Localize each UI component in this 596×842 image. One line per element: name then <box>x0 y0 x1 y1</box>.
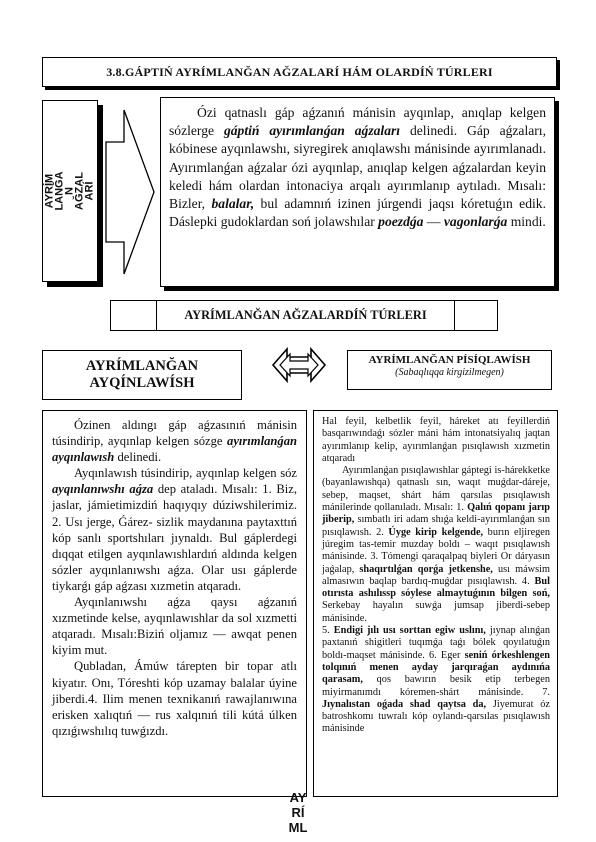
category-right-box <box>347 350 552 390</box>
term-highlight: gáptiń ayırımlanǵan aǵzaları <box>223 123 401 139</box>
section-title <box>42 57 557 87</box>
category-right-subtitle: (Sabaqlıqqa kirgizilmegen) <box>395 367 504 378</box>
right-paragraph: Hal feyil, kelbetlik feyil, háreket atı feyillerdiń basqarıwındaǵı sózler máni hám intonatsiyalıq jaqtan ayırımlanıp kelip, ayırımlanǵan pısıqlawısh xızmetin atqaradı <box>322 416 550 464</box>
example-word: balalar, <box>211 196 255 212</box>
example-word: poezdǵa <box>378 214 424 230</box>
left-column <box>42 410 307 797</box>
types-heading: AYRÍMLANĞAN AĞZALARDÍŃ TÚRLERI <box>157 301 455 330</box>
right-paragraph: 5. Endigi jılı usı sorttan egiw uslını, jıynap alınǵan paxtanıń shigitleri tuqımǵa taǵı bólek qoyılatuǵın boldı-maqset mánisinde. 6. Eger seniń órkeshlengen tolqınıń menen ayday jarqıraǵan aydınıńa qarasam, qos bawırın besik etip terbegen miyirmanımdı kóremen-shárt mánisinde. 7. Jıynalıstan oǵada shad qaytsa da, Jiyemurat óz batroshkomı tuwralı kóp oylandı-qarsılas pısıqlawısh mánisinde <box>322 625 550 735</box>
left-paragraph: Ózinen aldıngı gáp aǵzasınıń mánisin túsindirip, ayqınlap kelgen sózge ayırımlanǵan ayqınlawısh delinedi. <box>52 418 297 465</box>
section-title-text: 3.8.GÁPTIŃ AYRÍMLANĞAN AĞZALARÍ HÁM OLARDÍŃ TÚRLERI <box>106 64 493 79</box>
right-column <box>313 410 558 797</box>
left-paragraph: Ayqınlanıwshı aǵza qaysı aǵzanıń xızmetinde kelse, ayqınlawıshlar da sol xızmetti atqaradı. Mısalı:Biziń oljamız — awqat penen kiyim mut. <box>52 595 297 658</box>
definition-box <box>160 97 555 287</box>
definition-text: Ózi qatnaslı gáp aǵzanıń mánisin ayqınlap, anıqlap kelgen sózlerge gáptiń ayırımlanǵan aǵzaları delinedi. Gáp aǵzaları, kóbinese ayqınlawshı, siyregirek anıqlawshı mánisinde ayırımlanadı. Ayırımlanǵan aǵzalar ózi ayqınlap, anıqlap kelgen aǵzalardan keyin keledi hám olardan intonaciya arqalı ayırımlanıp aytıladı. Mısalı: Bizler, balalar, bul adamnıń izinen júrgendi jaqsı kóretuǵın edik. Dáslepki gudoklardan soń jolawshılar poezdǵa — vagonlarǵa mindi. <box>169 105 546 230</box>
right-paragraph: Ayırımlanǵan pısıqlawıshlar gáptegi is-hárekketke (bayanlawıshqa) qatnaslı sın, waqıt muǵdar-dáreje, sebep, maqset, shárt hám qarsılas pısıqlawısh mánilerinde qollanıladı. Mısalı: 1. Qalıń qopanı jarıp jiberip, sımbatlı iri adam shıǵa keldi-ayırımlanǵan sın pısıqlawısh. 2. Úyge kirip kelgende, burın eljiregen júregim tas-temir muzday boldı – waqıt pısıqlawısh mánisinde. 3. Tómengi qaraqalpaq biyleri Or dáryasın jaǵalap, shaqırtılǵan qorǵa jetkenshe, usı máwsim almasıwın baqlap bardıq-muǵdar pısıqlawısh. 4. Bul otırısta ashılıssp sóylese almaytuǵının bilgen soń, Serkebay hayalın suwǵa jumsap jiberdi-sebep mánisinde. <box>322 465 551 624</box>
category-right-title: AYRÍMLANĞAN PÍSÍQLAWÍSH <box>368 354 531 366</box>
side-label-box <box>42 100 98 282</box>
right-arrow-icon <box>104 108 156 276</box>
double-arrow-icon <box>271 345 327 385</box>
footer-fragment: AY RÍ ML <box>288 790 308 835</box>
types-bar-left-cell <box>111 301 157 330</box>
example-word: vagonlarǵa <box>443 214 508 230</box>
types-heading-bar <box>110 300 498 331</box>
left-paragraph: Qubladan, Ámúw tárepten bir topar atlı kiyatır. Onı, Tóreshti kóp uzamay balalar úyine jiberdi.4. Ilim menen texnikanıń rawajlanıwına erisken xalıqtıń — rus xalqınıń tili kútá úlken qızıǵıwshılıq tuwǵızdı. <box>52 659 297 738</box>
category-left-title: AYRÍMLANĞAN AYQÍNLAWÍSH <box>85 358 199 391</box>
side-label-text: AYRÍM LANĞA N AĞZAL ARÍ <box>43 171 96 211</box>
category-left-box <box>42 350 242 400</box>
left-paragraph: Ayqınlawısh túsindirip, ayqınlap kelgen sóz ayqınlanıwshı aǵza dep ataladı. Mısalı: 1. Biz, jaslar, jámietimizdiń haqıyqıy dúziwshilerimiz. 2. Usı jerge, Ǵárez- sizlik maydanına paytaxttıń kóp sanlı sportshıları jıynaldı. Bul gáplerdegi dıqqat etilgen ayqınlawıshlardıń aldında kelgen sózler ayqınlanıwshı aǵza. Olar usı gáplerde tiykarǵı gáp aǵzası xızmetin atqaradı. <box>52 466 298 593</box>
types-bar-right-cell <box>455 301 497 330</box>
